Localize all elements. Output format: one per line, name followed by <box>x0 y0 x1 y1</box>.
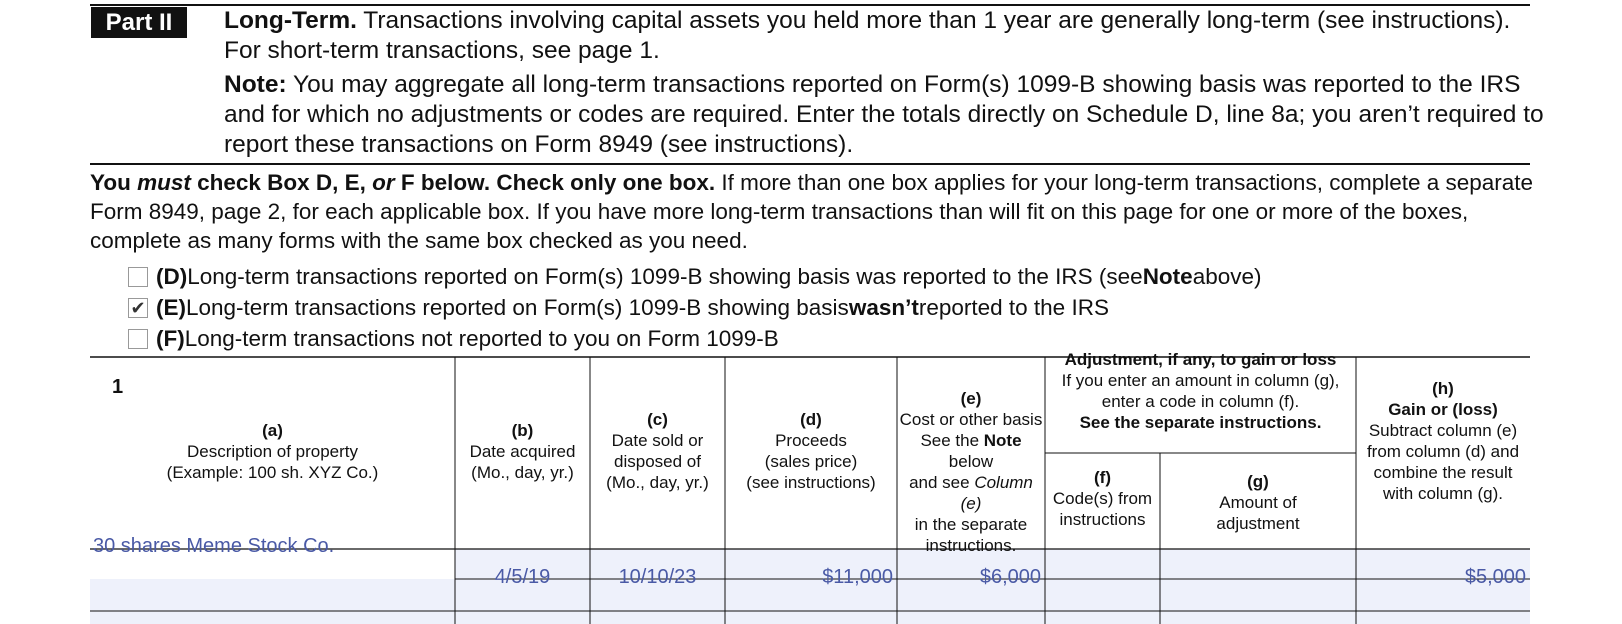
box-e-text-after: reported to the IRS <box>918 295 1109 320</box>
section-rule <box>90 163 1530 165</box>
part-note <box>224 70 1544 160</box>
part-description <box>224 6 1544 66</box>
adjustment-header <box>1045 349 1356 433</box>
col-h-line3: combine the result <box>1373 463 1513 482</box>
entry-date-sold[interactable]: 10/10/23 <box>618 566 697 588</box>
col-e-line2-bold: Note <box>983 431 1022 450</box>
part-heading-text: Transactions involving capital assets you held more than 1 year are generally long-term (see instructions). For short-term transactions, see page 1. <box>224 7 1511 64</box>
col-b-line1: Date acquired <box>469 442 576 461</box>
instr-you: You <box>90 170 138 195</box>
box-e-row[interactable] <box>128 293 1109 323</box>
box-d-code: (D) <box>156 264 188 289</box>
col-f-line1: Code(s) from <box>1052 489 1153 508</box>
box-d-bold: Note <box>1142 264 1193 289</box>
col-f-line2: instructions <box>1059 510 1146 529</box>
col-a-letter: (a) <box>262 421 283 440</box>
col-e-line5: instructions. <box>925 536 1017 555</box>
instr-must: must <box>137 170 191 195</box>
box-f-text: Long-term transactions not reported to you on Form 1099-B <box>184 326 779 351</box>
col-d-header <box>725 409 897 493</box>
adjustment-line1: If you enter an amount in column (g), <box>1061 371 1340 390</box>
entry-proceeds[interactable]: $11,000 <box>822 566 893 588</box>
instr-f-below: F below. Check only one box. <box>394 170 716 195</box>
entry-gain-loss[interactable]: $5,000 <box>1464 566 1526 588</box>
col-e-line3-pre: and see <box>909 473 975 492</box>
box-f-code: (F) <box>156 326 185 351</box>
instr-rest: If more than one box applies for your long-term transactions, complete a separate Form 8949, page 2, for each applicable box. If you have more long-term transactions than will fit on this page for one or more of the boxes, complete as many forms with the same box checked as you need. <box>90 170 1534 253</box>
col-h-line1: Subtract column (e) <box>1368 421 1518 440</box>
col-d-line2: (sales price) <box>764 452 858 471</box>
box-e-code: (E) <box>156 295 186 320</box>
box-d-row[interactable] <box>128 262 1261 292</box>
col-e-letter: (e) <box>960 389 982 408</box>
box-instructions <box>90 168 1535 255</box>
box-e-text: Long-term transactions reported on Form(s) 1099-B showing basis <box>186 295 849 320</box>
col-e-header <box>897 388 1045 556</box>
col-c-line3: (Mo., day, yr.) <box>606 473 709 492</box>
col-c-line2: disposed of <box>614 452 701 471</box>
box-f-row[interactable] <box>128 324 779 354</box>
adjustment-line2: enter a code in column (f). <box>1101 392 1300 411</box>
col-f-letter: (f) <box>1094 468 1111 487</box>
col-g-letter: (g) <box>1247 472 1269 491</box>
part-heading: Long-Term. <box>224 7 357 34</box>
box-d-checkbox[interactable] <box>128 267 148 287</box>
col-c-header <box>590 409 725 493</box>
col-a-line2: (Example: 100 sh. XYZ Co.) <box>166 463 379 482</box>
col-e-line3-italic: Column (e) <box>960 473 1033 513</box>
entry-description[interactable]: 30 shares Meme Stock Co. <box>93 535 335 557</box>
col-f-header <box>1045 467 1160 530</box>
row-number: 1 <box>112 376 124 398</box>
entry-cost-basis[interactable]: $6,000 <box>979 566 1041 588</box>
col-e-line2-pre: See the <box>920 431 984 450</box>
col-h-title: Gain or (loss) <box>1388 400 1498 419</box>
adjustment-title: Adjustment, if any, to gain or loss <box>1064 350 1337 369</box>
box-e-bold: wasn’t <box>848 295 919 320</box>
box-f-checkbox[interactable] <box>128 329 148 349</box>
col-b-line2: (Mo., day, yr.) <box>471 463 574 482</box>
col-d-line1: Proceeds <box>775 431 847 450</box>
col-e-line2 <box>897 430 1045 472</box>
entry-date-acquired[interactable]: 4/5/19 <box>494 566 551 588</box>
col-a-header <box>90 420 455 483</box>
instr-check: check Box D, E, <box>190 170 373 195</box>
part-badge: Part II <box>91 7 187 38</box>
part-intro <box>224 6 1544 160</box>
instr-or: or <box>372 170 395 195</box>
col-e-line4: in the separate <box>914 515 1028 534</box>
col-h-line2: from column (d) and <box>1366 442 1520 461</box>
note-label: Note: <box>224 71 287 98</box>
col-b-header <box>455 420 590 483</box>
col-g-line2: adjustment <box>1216 514 1300 533</box>
col-c-letter: (c) <box>647 410 668 429</box>
box-d-text: Long-term transactions reported on Form(s) 1099-B showing basis was reported to the IRS (see <box>187 264 1143 289</box>
note-text: You may aggregate all long-term transactions reported on Form(s) 1099-B showing basis was reported to the IRS and for which no adjustments or codes are required. Enter the totals directly on Schedule D, line 8a; you aren’t required to report these transactions on Form 8949 (see instructions). <box>224 71 1544 158</box>
col-d-line3: (see instructions) <box>746 473 876 492</box>
col-d-letter: (d) <box>800 410 822 429</box>
col-h-header <box>1356 378 1530 504</box>
col-e-line2-post: below <box>948 452 994 471</box>
col-c-line1: Date sold or <box>611 431 704 450</box>
box-e-checkbox[interactable]: ✔ <box>128 298 148 318</box>
col-h-letter: (h) <box>1432 379 1454 398</box>
col-g-line1: Amount of <box>1219 493 1297 512</box>
col-e-line3 <box>897 472 1045 514</box>
col-h-line4: with column (g). <box>1383 484 1503 503</box>
col-e-line1: Cost or other basis <box>899 410 1043 429</box>
col-g-header <box>1160 471 1356 534</box>
col-b-letter: (b) <box>511 421 534 440</box>
box-d-text-after: above) <box>1192 264 1262 289</box>
col-a-line1: Description of property <box>186 442 359 461</box>
adjustment-line3: See the separate instructions. <box>1079 413 1322 432</box>
